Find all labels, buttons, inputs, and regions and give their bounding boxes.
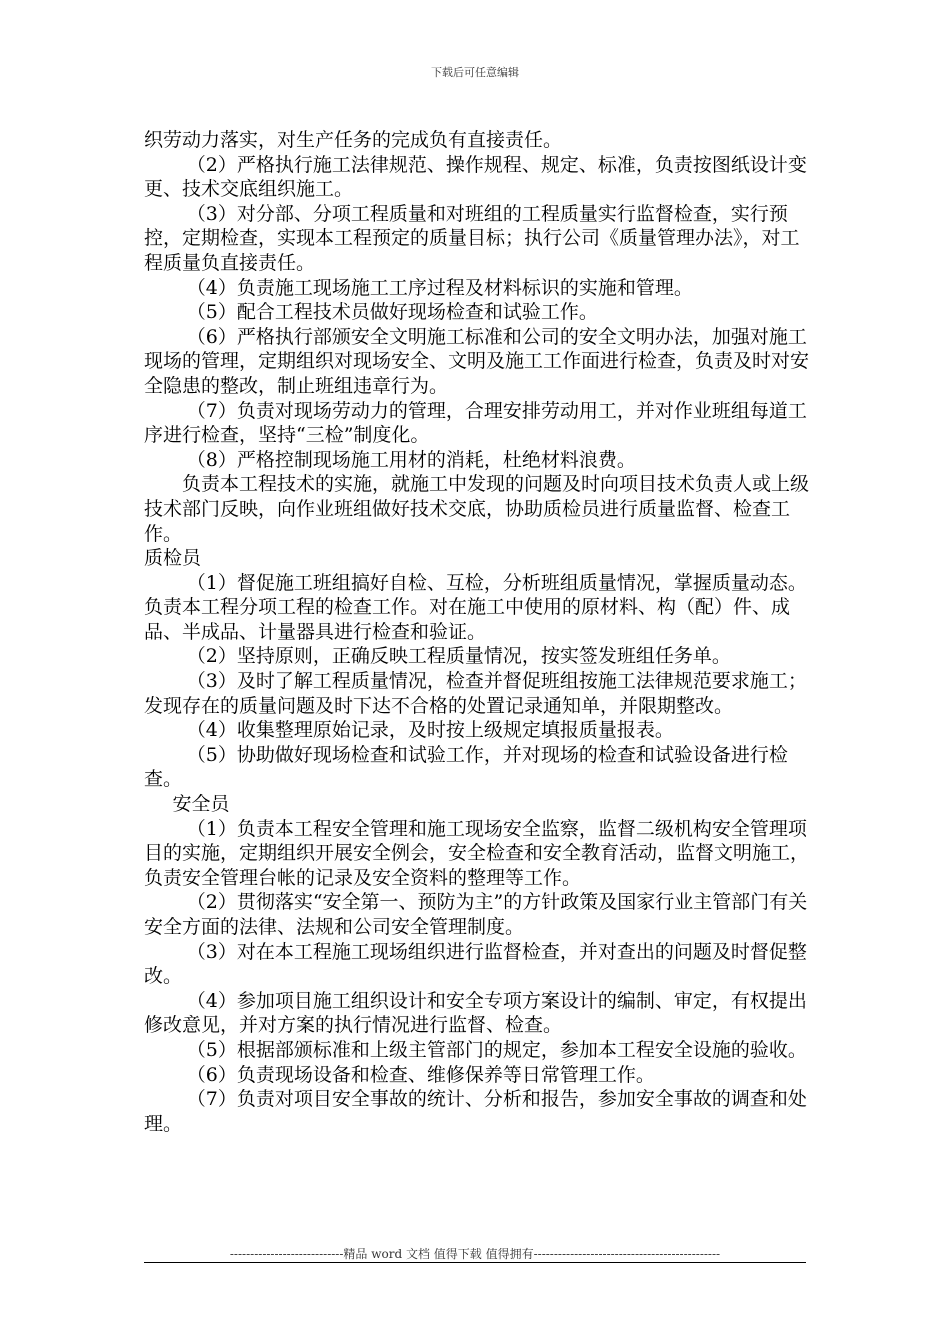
paragraph: （4）收集整理原始记录，及时按上级规定填报质量报表。: [186, 719, 674, 742]
paragraph: （6）负责现场设备和检查、维修保养等日常管理工作。: [186, 1063, 655, 1086]
paragraph: （7）负责对项目安全事故的统计、分析和报告，参加安全事故的调查和处理。: [144, 1088, 807, 1135]
paragraph: （2）贯彻落实“安全第一、预防为主”的方针政策及国家行业主管部门有关安全方面的法律、法规和公司安全管理制度。: [144, 891, 808, 938]
paragraph: 安全员: [172, 793, 230, 816]
paragraph: （5）配合工程技术员做好现场检查和试验工作。: [186, 301, 598, 324]
paragraph: （3）及时了解工程质量情况，检查并督促班组按施工法律规范要求施工；发现存在的质量问题及时下达不合格的处置记录通知单，并限期整改。: [144, 670, 807, 717]
paragraph: （2）坚持原则，正确反映工程质量情况，按实签发班组任务单。: [186, 645, 731, 668]
paragraph: （5）根据部颁标准和上级主管部门的规定，参加本工程安全设施的验收。: [186, 1038, 807, 1061]
paragraph: 织劳动力落实，对生产任务的完成负有直接责任。: [144, 129, 563, 151]
paragraph: （3）对分部、分项工程质量和对班组的工程质量实行监督检查，实行预控，定期检查，实现本工程预定的质量目标；执行公司《质量管理办法》，对工程质量负直接责任。: [144, 202, 800, 274]
paragraph: （7）负责对现场劳动力的管理，合理安排劳动用工，并对作业班组每道工序进行检查，坚持“三检”制度化。: [144, 399, 807, 447]
footer-divider: [144, 1262, 806, 1263]
paragraph: （6）严格执行部颁安全文明施工标准和公司的安全文明办法，加强对施工现场的管理，定期组织对现场安全、文明及施工工作面进行检查，负责及时对安全隐患的整改，制止班组违章行为。: [144, 325, 810, 397]
paragraph: 负责本工程技术的实施，就施工中发现的问题及时向项目技术负责人或上级技术部门反映，向作业班组做好技术交底，协助质检员进行质量监督、检查工作。: [144, 473, 810, 545]
document-body: [144, 128, 809, 1136]
paragraph: （3）对在本工程施工现场组织进行监督检查，并对查出的问题及时督促整改。: [144, 940, 807, 988]
paragraph: （5）协助做好现场检查和试验工作，并对现场的检查和试验设备进行检查。: [144, 743, 788, 791]
paragraph: （2）严格执行施工法律规范、操作规程、规定、标准，负责按图纸设计变更、技术交底组织施工。: [144, 153, 807, 201]
page-footer: ----------------------------精品 word 文档 值得下载 值得拥有----------------------------------------------: [229, 1247, 721, 1261]
page-header: 下载后可任意编辑: [431, 66, 519, 79]
paragraph: （4）参加项目施工组织设计和安全专项方案设计的编制、审定，有权提出修改意见，并对方案的执行情况进行监督、检查。: [144, 989, 807, 1037]
paragraph: 质检员: [144, 547, 202, 570]
paragraph: （4）负责施工现场施工工序过程及材料标识的实施和管理。: [186, 276, 693, 299]
paragraph: （1）负责本工程安全管理和施工现场安全监察，监督二级机构安全管理项目的实施，定期组织开展安全例会，安全检查和安全教育活动，监督文明施工，负责安全管理台帐的记录及安全资料的整理等工作。: [144, 817, 810, 889]
paragraph: （8）严格控制现场施工用材的消耗，杜绝材料浪费。: [186, 448, 636, 471]
paragraph: （1）督促施工班组搞好自检、互检，分析班组质量情况，掌握质量动态。负责本工程分项工程的检查工作。对在施工中使用的原材料、构（配）件、成品、半成品、计量器具进行检查和验证。: [144, 571, 807, 643]
